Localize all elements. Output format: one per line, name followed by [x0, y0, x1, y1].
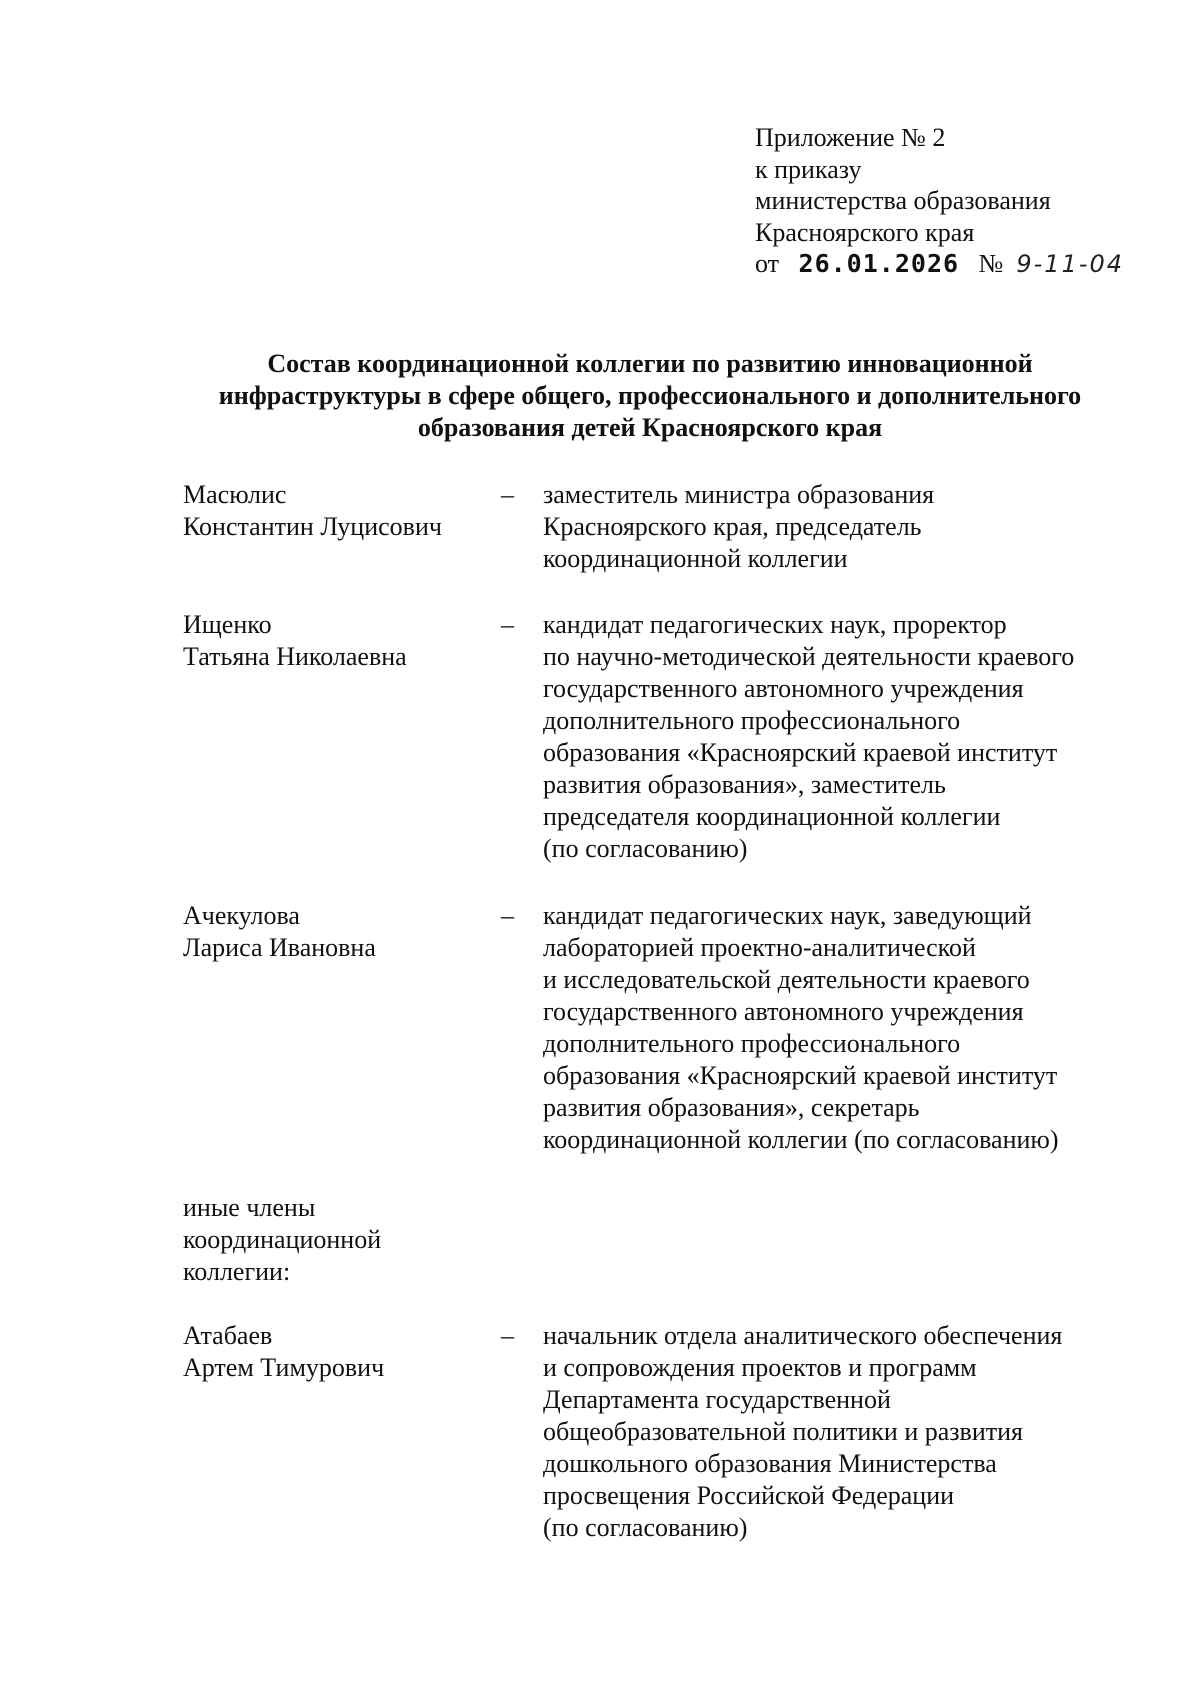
- desc-line: начальник отдела аналитического обеспечения: [543, 1321, 1063, 1350]
- desc-line: развития образования», секретарь: [543, 1093, 920, 1122]
- order-date: 26.01.2026: [798, 249, 960, 278]
- others-line: координационной: [183, 1225, 382, 1254]
- desc-line: (по согласованию): [543, 834, 748, 863]
- desc-line: образования «Красноярский краевой институт: [543, 1061, 1058, 1090]
- appendix-region: Красноярского края: [755, 217, 975, 247]
- dash-separator: –: [501, 901, 514, 930]
- desc-line: (по согласованию): [543, 1513, 748, 1542]
- desc-line: по научно-методической деятельности краевого: [543, 642, 1075, 671]
- desc-line: Красноярского края, председатель: [543, 512, 922, 541]
- appendix-date-line: [755, 248, 1124, 281]
- desc-line: дошкольного образования Министерства: [543, 1449, 997, 1478]
- desc-line: координационной коллегии: [543, 544, 848, 573]
- desc-line: развития образования», заместитель: [543, 770, 946, 799]
- dash-separator: –: [501, 1321, 514, 1350]
- member-description: [543, 900, 1143, 1156]
- desc-line: государственного автономного учреждения: [543, 997, 1024, 1026]
- member-name: [183, 900, 503, 964]
- appendix-order-ref: к приказу: [755, 154, 862, 184]
- order-number: 9-11-04: [1016, 250, 1125, 278]
- desc-line: общеобразовательной политики и развития: [543, 1417, 1023, 1446]
- member-given-names: Константин Луцисович: [183, 512, 442, 541]
- dash-separator: –: [501, 610, 514, 639]
- others-line: иные члены: [183, 1193, 316, 1222]
- member-surname: Ищенко: [183, 610, 272, 639]
- member-description: [543, 609, 1143, 865]
- member-name: [183, 609, 503, 673]
- title-line-1: Состав координационной коллегии по развитию инновационной: [267, 349, 1033, 378]
- member-surname: Масюлис: [183, 480, 287, 509]
- title-line-2: инфраструктуры в сфере общего, профессионального и дополнительного: [218, 381, 1082, 410]
- desc-line: кандидат педагогических наук, заведующий: [543, 901, 1032, 930]
- member-name: [183, 479, 503, 543]
- member-given-names: Артем Тимурович: [183, 1353, 385, 1382]
- member-given-names: Лариса Ивановна: [183, 933, 376, 962]
- member-description: [543, 479, 1143, 575]
- document-title: [170, 348, 1130, 444]
- member-given-names: Татьяна Николаевна: [183, 642, 407, 671]
- member-surname: Атабаев: [183, 1321, 273, 1350]
- desc-line: и исследовательской деятельности краевого: [543, 965, 1030, 994]
- desc-line: дополнительного профессионального: [543, 706, 961, 735]
- others-line: коллегии:: [183, 1257, 291, 1286]
- appendix-header: [755, 122, 1124, 281]
- desc-line: координационной коллегии (по согласованию): [543, 1125, 1059, 1154]
- appendix-title: Приложение № 2: [755, 123, 946, 152]
- member-surname: Ачекулова: [183, 901, 300, 930]
- dash-separator: –: [501, 480, 514, 509]
- desc-line: председателя координационной коллегии: [543, 802, 1001, 831]
- title-line-3: образования детей Красноярского края: [417, 413, 883, 442]
- desc-line: государственного автономного учреждения: [543, 674, 1024, 703]
- desc-line: и сопровождения проектов и программ: [543, 1353, 977, 1382]
- desc-line: Департамента государственной: [543, 1385, 891, 1414]
- desc-line: лабораторией проектно-аналитической: [543, 933, 976, 962]
- member-description: [543, 1320, 1143, 1544]
- appendix-ministry: министерства образования: [755, 186, 1051, 215]
- member-name: [183, 1320, 503, 1384]
- desc-line: образования «Красноярский краевой институт: [543, 738, 1058, 767]
- other-members-label: [183, 1192, 381, 1288]
- desc-line: заместитель министра образования: [543, 480, 935, 509]
- desc-line: просвещения Российской Федерации: [543, 1481, 955, 1510]
- desc-line: кандидат педагогических наук, проректор: [543, 610, 1007, 639]
- desc-line: дополнительного профессионального: [543, 1029, 961, 1058]
- number-prefix: №: [978, 249, 1004, 278]
- date-prefix: от: [755, 249, 780, 278]
